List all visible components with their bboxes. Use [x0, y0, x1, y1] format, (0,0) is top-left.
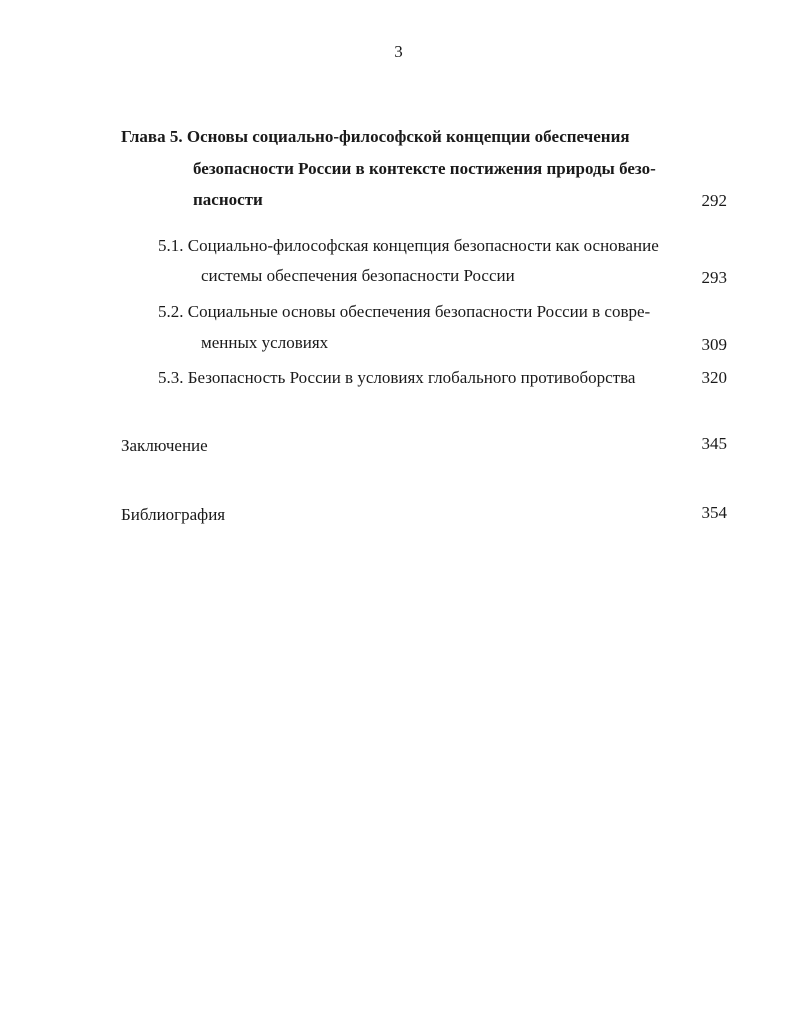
toc-entry-page: 354: [701, 503, 727, 522]
toc-entry-page: 309: [701, 335, 727, 354]
toc-entry-title-line: пасности: [193, 190, 263, 209]
toc-entry-title-line: безопасности России в контексте постижения природы безо-: [193, 159, 656, 178]
toc-entry-page: 320: [701, 368, 727, 387]
page-number: 3: [394, 42, 403, 61]
toc-entry-title-line: системы обеспечения безопасности России: [201, 266, 515, 285]
toc-entry-title-line: 5.2. Социальные основы обеспечения безопасности России в совре-: [158, 302, 651, 321]
toc-entry-title-line: менных условиях: [201, 333, 329, 352]
toc-entry-page: 292: [701, 191, 727, 210]
toc-entry-page: 293: [701, 268, 727, 287]
toc-entry-title-line: Библиография: [121, 505, 226, 524]
toc-entry-title-line: 5.1. Социально-философская концепция безопасности как основание: [158, 236, 659, 255]
toc-entry-page: 345: [701, 434, 727, 453]
toc-entry-title-line: Заключение: [121, 436, 208, 455]
toc-entry-title-line: Глава 5. Основы социально-философской концепции обеспечения: [121, 127, 630, 146]
toc-entry-title-line: 5.3. Безопасность России в условиях глобального противоборства: [158, 368, 636, 387]
